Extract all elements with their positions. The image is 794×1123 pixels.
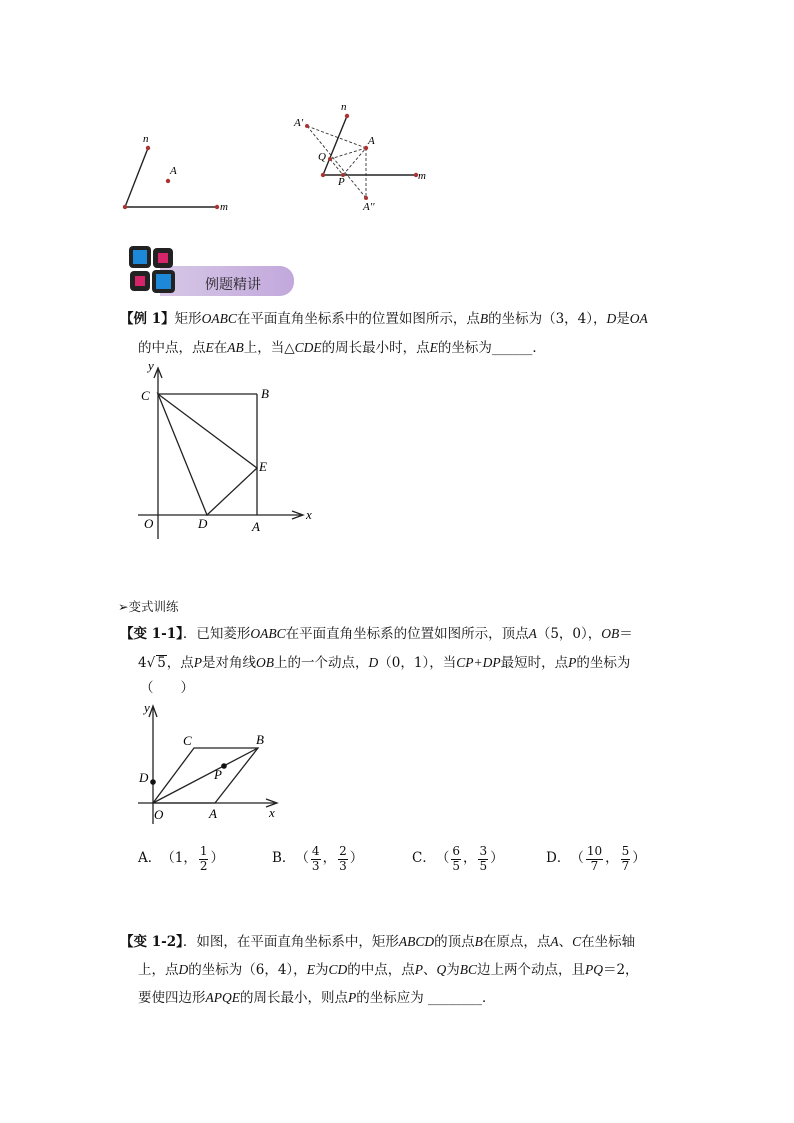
figure-angle-left — [110, 130, 240, 220]
point-D-label: D — [139, 770, 149, 785]
label-n: n — [143, 133, 149, 145]
axis-x-label: x — [306, 507, 312, 522]
practice-title: ➢变式训练 — [118, 599, 179, 614]
axis-x-label: x — [269, 805, 275, 820]
point-A-label: A — [252, 519, 260, 534]
variant1-paren: （ ） — [140, 680, 194, 696]
label-A-double-prime: A'' — [363, 201, 375, 213]
axis-y-label: y — [148, 362, 154, 373]
label-m: m — [220, 201, 228, 213]
answer-blank: ______ — [491, 340, 533, 356]
option-a[interactable]: A． （1， $\frac{1}{2}$ ） — [138, 844, 224, 873]
variant2-line2: 上，点D的坐标为（6，4），E为CD的中点，点P、Q为BC边上两个动点，且PQ＝2， — [138, 962, 639, 978]
variant1-tag: 【变 1-1】 — [120, 626, 183, 642]
point-P-label: P — [214, 767, 222, 782]
point-D-label: D — [198, 516, 208, 531]
label-A-prime: A' — [294, 117, 304, 129]
point-O-label: O — [144, 516, 154, 531]
label-P: P — [338, 176, 345, 188]
label-n: n — [341, 101, 347, 113]
figure-reflection-right — [290, 98, 440, 218]
label-m: m — [418, 170, 426, 182]
example1-figure — [130, 362, 330, 544]
option-c[interactable]: C． （ $\frac{6}{5}$ ， $\frac{3}{5}$ ） — [412, 844, 504, 873]
variant1-figure — [128, 700, 288, 828]
variant1-line2: 4√ 5，点P是对角线OB上的一个动点，D（0，1），当CP+DP最短时，点P的坐标为 — [138, 655, 631, 671]
example1-line1: 【例 1】矩形OABC在平面直角坐标系中的位置如图所示，点B的坐标为（3，4），D是OA — [120, 311, 648, 327]
point-B-label: B — [261, 386, 269, 401]
option-d[interactable]: D． （ $\frac{10}{7}$ ， $\frac{5}{7}$ ） — [546, 844, 646, 873]
section-title: 例题精讲 — [205, 277, 261, 293]
variant2-tag: 【变 1-2】 — [120, 934, 183, 950]
label-A: A — [368, 135, 375, 147]
variant2-line1: 【变 1-2】．如图，在平面直角坐标系中，矩形ABCD的顶点B在原点，点A、C在坐标轴 — [120, 934, 636, 950]
answer-blank: ________ — [428, 990, 483, 1006]
point-E-label: E — [259, 459, 267, 474]
variant2-line3: 要使四边形APQE的周长最小，则点P的坐标应为 ________． — [138, 990, 496, 1006]
label-Q: Q — [318, 151, 326, 163]
example1-line2: 的中点，点E在AB上，当△CDE的周长最小时，点E的坐标为______． — [138, 340, 546, 356]
point-C-label: C — [183, 733, 192, 748]
point-O-label: O — [154, 807, 164, 822]
option-b[interactable]: B． （ $\frac{4}{3}$ ， $\frac{2}{3}$ ） — [272, 844, 364, 873]
point-B-label: B — [256, 732, 264, 747]
axis-y-label: y — [144, 700, 150, 715]
section-icon — [126, 243, 178, 295]
variant1-line1: 【变 1-1】．已知菱形OABC在平面直角坐标系的位置如图所示，顶点A（5，0），OB＝ — [120, 626, 633, 642]
label-A: A — [170, 165, 177, 177]
example1-tag: 【例 1】 — [120, 311, 175, 327]
point-C-label: C — [141, 388, 150, 403]
point-A-label: A — [209, 806, 217, 821]
